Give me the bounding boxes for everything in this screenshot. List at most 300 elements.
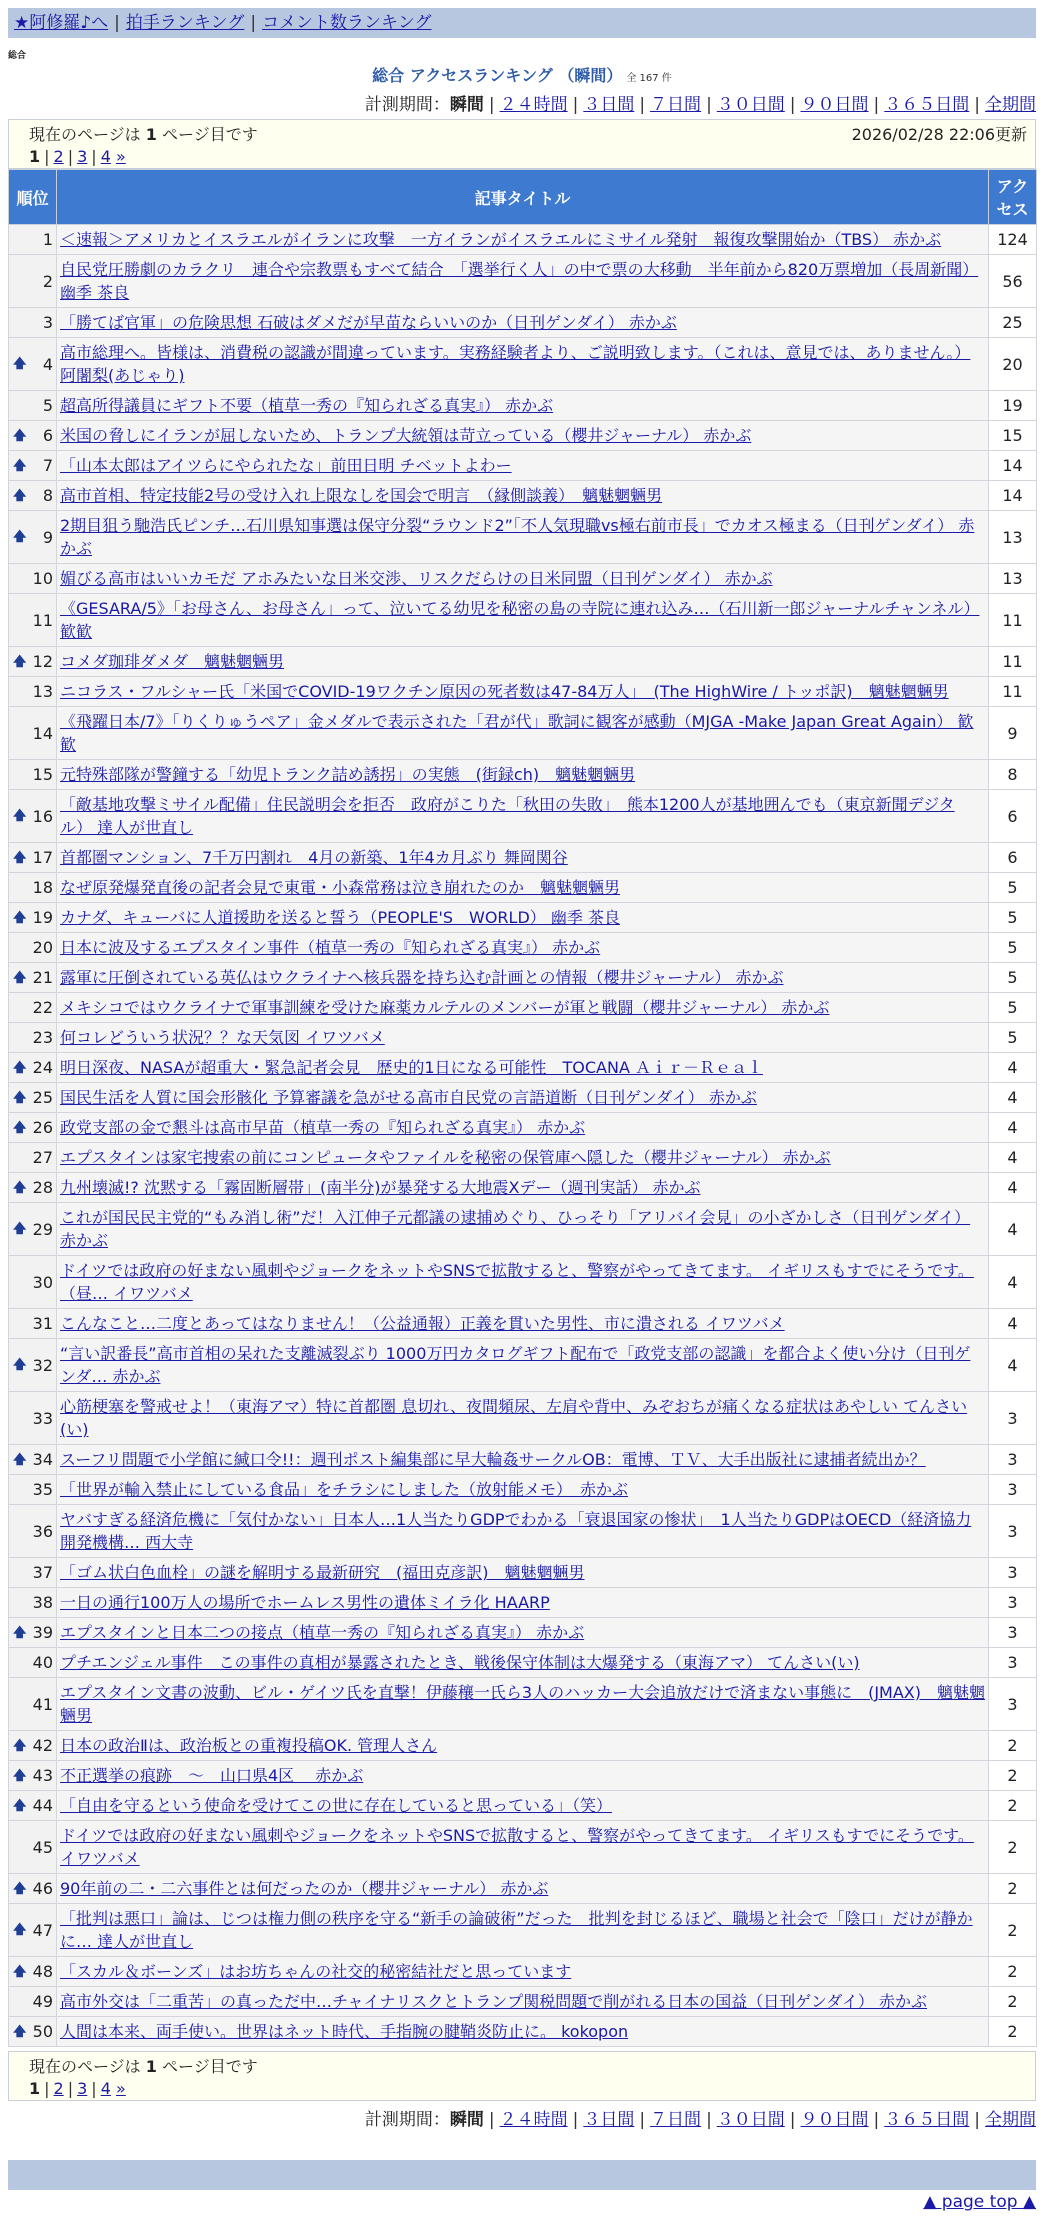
pager-page-link[interactable]: 3 (77, 2079, 88, 2098)
access-count: 9 (989, 707, 1037, 760)
rank-cell (9, 421, 57, 451)
table-row (9, 903, 1037, 933)
category-label: 総合 (8, 51, 27, 61)
rank-number: 48 (32, 1962, 53, 1981)
period-link[interactable]: ７日間 (650, 95, 702, 115)
title-cell (57, 1256, 989, 1309)
table-row (9, 255, 1037, 308)
article-link[interactable]: 元特殊部隊が警鐘する「幼児トランク詰め誘拐」の実態 (街録ch) 魑魅魍魎男 (60, 765, 636, 784)
rank-number: 11 (32, 610, 53, 630)
access-count: 4 (989, 1203, 1037, 1256)
article-link[interactable]: ドイツでは政府の好まない風刺やジョークをネットやSNSで拡散すると、警察がやってきてます。 イギリスもすでにそうです。 イワツバメ (60, 1826, 974, 1868)
article-link[interactable]: ＜速報＞アメリカとイスラエルがイランに攻撃 一方イランがイスラエルにミサイル発射 報復攻撃開始か（TBS） 赤かぶ (60, 230, 942, 249)
title-cell (57, 2017, 989, 2047)
table-row (9, 1023, 1037, 1053)
total-count: 全 167 件 (626, 73, 672, 84)
title-cell (57, 1987, 989, 2017)
access-count: 3 (989, 1558, 1037, 1588)
access-count: 2 (989, 1761, 1037, 1791)
rank-cell (9, 2017, 57, 2047)
title-cell (57, 564, 989, 594)
article-link[interactable]: メキシコではウクライナで軍事訓練を受けた麻薬カルテルのメンバーが軍と戦闘（櫻井ジャーナル） 赤かぶ (60, 998, 830, 1017)
title-cell (57, 993, 989, 1023)
table-row (9, 2017, 1037, 2047)
rank-number: 29 (32, 1219, 53, 1239)
title-cell (57, 255, 989, 308)
separator: | (91, 2079, 97, 2098)
access-count: 4 (989, 1256, 1037, 1309)
table-row (9, 963, 1037, 993)
title-cell (57, 1957, 989, 1987)
period-link[interactable]: ９０日間 (800, 2110, 869, 2130)
access-count: 3 (989, 1678, 1037, 1731)
access-count: 5 (989, 903, 1037, 933)
article-link[interactable]: 首都圏マンション、7千万円割れ 4月の新築、1年4カ月ぶり 舞岡関谷 (60, 848, 568, 867)
pager-bottom (17, 2079, 1027, 2098)
up-arrow-icon: 🡅 (13, 1798, 27, 1813)
rank-cell (9, 790, 57, 843)
period-link[interactable]: 全期間 (985, 2110, 1036, 2130)
table-row (9, 760, 1037, 790)
title-cell (57, 451, 989, 481)
rank-number: 26 (32, 1118, 53, 1137)
title-cell (57, 707, 989, 760)
rank-cell (9, 963, 57, 993)
article-link[interactable]: 「山本太郎はアイツらにやられたな」前田日明 チベットよわー (60, 456, 512, 475)
rank-cell (9, 1648, 57, 1678)
title-cell (57, 1173, 989, 1203)
table-row (9, 1083, 1037, 1113)
rank-number: 43 (32, 1766, 53, 1785)
title-cell (57, 1648, 989, 1678)
article-link[interactable]: 日本の政治Ⅱは、政治板との重複投稿OK. 管理人さん (60, 1736, 438, 1755)
page-top-link[interactable]: ▲ page top ▲ (923, 2192, 1036, 2212)
access-count: 11 (989, 594, 1037, 647)
article-link[interactable]: 国民生活を人質に国会形骸化 予算審議を急がせる高市自民党の言語道断（日刊ゲンダイ） 赤かぶ (60, 1088, 757, 1107)
article-link[interactable]: 政党支部の金で懇斗は高市早苗（植草一秀の『知られざる真実』） 赤かぶ (60, 1118, 586, 1137)
article-link[interactable]: 露軍に圧倒されている英仏はウクライナへ核兵器を持ち込む計画との情報（櫻井ジャーナル） 赤かぶ (60, 968, 784, 987)
rank-cell (9, 594, 57, 647)
table-row (9, 1203, 1037, 1256)
rank-number: 1 (42, 230, 53, 249)
rank-number: 42 (32, 1736, 53, 1755)
rank-number: 2 (42, 271, 53, 291)
rank-cell (9, 1339, 57, 1392)
access-count: 56 (989, 255, 1037, 308)
access-count: 14 (989, 481, 1037, 511)
article-link[interactable]: “言い訳番長”高市首相の呆れた支離滅裂ぶり 1000万円カタログギフト配布で「政党支部の認識」を都合よく使い分け（日刊ゲンダ… 赤かぶ (60, 1344, 971, 1386)
rank-cell (9, 451, 57, 481)
rank-cell (9, 1904, 57, 1957)
up-arrow-icon: 🡅 (13, 1120, 27, 1135)
pager-next-link[interactable]: » (115, 2079, 126, 2098)
rank-number: 27 (32, 1148, 53, 1167)
access-count: 124 (989, 225, 1037, 255)
rank-number: 13 (32, 682, 53, 701)
article-link[interactable]: ニコラス・フルシャー氏「米国でCOVID-19ワクチン原因の死者数は47-84万人」 (The HighWire / トッポ訳) 魑魅魍魎男 (60, 682, 949, 701)
access-count: 3 (989, 1445, 1037, 1475)
table-row (9, 391, 1037, 421)
rank-number: 35 (32, 1480, 53, 1499)
up-arrow-icon: 🡅 (13, 428, 27, 443)
table-row (9, 1309, 1037, 1339)
separator: | (873, 95, 880, 115)
article-link[interactable]: 明日深夜、NASAが超重大・緊急記者会見 歴史的1日になる可能性 TOCANA Ａｉｒ－Ｒｅａｌ (60, 1058, 763, 1077)
rank-cell (9, 564, 57, 594)
article-link[interactable]: 「勝てば官軍」の危険思想 石破はダメだが早苗ならいいのか（日刊ゲンダイ） 赤かぶ (60, 313, 677, 332)
table-row (9, 225, 1037, 255)
up-arrow-icon: 🡅 (13, 1625, 27, 1640)
rank-cell (9, 1987, 57, 2017)
rank-number: 19 (32, 908, 53, 927)
rank-number: 36 (32, 1521, 53, 1541)
top-nav (8, 8, 1036, 38)
title-cell (57, 1731, 989, 1761)
table-row (9, 1053, 1037, 1083)
nav-comment-ranking-link[interactable]: コメント数ランキング (262, 13, 432, 33)
rank-cell (9, 1618, 57, 1648)
article-link[interactable]: 不正選挙の痕跡 ～ 山口県4区 赤かぶ (60, 1766, 364, 1785)
rank-number: 28 (32, 1178, 53, 1197)
access-count: 13 (989, 564, 1037, 594)
table-row (9, 308, 1037, 338)
page-top (8, 2192, 1036, 2212)
article-link[interactable]: 「敵基地攻撃ミサイル配備」住民説明会を拒否 政府がこりた「秋田の失敗」 熊本1200人が基地囲んでも（東京新聞デジタル） 達人が世直し (60, 795, 955, 837)
access-count: 15 (989, 421, 1037, 451)
title-cell (57, 1309, 989, 1339)
access-count: 2 (989, 1987, 1037, 2017)
rank-number: 22 (32, 998, 53, 1017)
table-row (9, 1678, 1037, 1731)
separator: | (789, 2110, 796, 2130)
rank-number: 39 (32, 1623, 53, 1642)
rank-number: 40 (32, 1653, 53, 1672)
page-info-text: 現在のページは 1 ページ目です (29, 2057, 258, 2076)
title-cell (57, 1143, 989, 1173)
rank-number: 14 (32, 723, 53, 743)
rank-cell (9, 707, 57, 760)
article-link[interactable]: 心筋梗塞を警戒せよ！（東海アマ）特に首都圏 息切れ、夜間頻尿、左肩や背中、みぞおちが痛くなる症状はあやしい てんさい(い) (60, 1397, 968, 1439)
rank-cell (9, 993, 57, 1023)
table-row (9, 647, 1037, 677)
period-link[interactable]: ３６５日間 (884, 95, 970, 115)
access-count: 2 (989, 1957, 1037, 1987)
access-count: 11 (989, 677, 1037, 707)
article-link[interactable]: 「批判は悪口」論は、じつは権力側の秩序を守る“新手の論破術”だった 批判を封じるほど、職場と社会で「陰口」だけが静かに… 達人が世直し (60, 1909, 973, 1951)
rank-cell (9, 677, 57, 707)
article-link[interactable]: スーフリ問題で小学館に緘口令!!：週刊ポスト編集部に早大輪姦サークルOB：電博、ＴＶ、大手出版社に逮捕者続出か？ (60, 1450, 926, 1469)
period-label: 計測期間： (364, 95, 450, 115)
article-link[interactable]: エプスタインと日本二つの接点（植草一秀の『知られざる真実』） 赤かぶ (60, 1623, 585, 1642)
rank-cell (9, 1023, 57, 1053)
table-row (9, 1821, 1037, 1874)
title-cell (57, 843, 989, 873)
title-cell (57, 421, 989, 451)
separator: | (572, 95, 579, 115)
access-count: 25 (989, 308, 1037, 338)
article-link[interactable]: これが国民民主党的“もみ消し術”だ！入江伸子元都議の逮捕めぐり、ひっそり「アリバイ会見」の小ざかしさ（日刊ゲンダイ） 赤かぶ (60, 1208, 971, 1250)
title-cell (57, 1339, 989, 1392)
rank-number: 45 (32, 1837, 53, 1857)
access-count: 2 (989, 1731, 1037, 1761)
article-link[interactable]: ヤバすぎる経済危機に「気付かない」日本人…1人当たりGDPでわかる「衰退国家の惨状」 1人当たりGDPはOECD（経済協力開発機構… 西大寺 (60, 1510, 972, 1552)
pager-page-link[interactable]: 2 (53, 147, 64, 166)
separator: | (488, 95, 495, 115)
separator: | (789, 95, 796, 115)
article-link[interactable]: 自民党圧勝劇のカラクリ 連合や宗教票もすべて結合 「選挙行く人」の中で票の大移動 半年前から820万票増加（長周新聞） 幽季 茶良 (60, 260, 979, 302)
table-row (9, 564, 1037, 594)
article-link[interactable]: なぜ原発爆発直後の記者会見で東電・小森常務は泣き崩れたのか 魑魅魍魎男 (60, 878, 621, 897)
article-link[interactable]: ドイツでは政府の好まない風刺やジョークをネットやSNSで拡散すると、警察がやってきてます。 イギリスもすでにそうです。（昼… イワツバメ (60, 1261, 974, 1303)
up-arrow-icon: 🡅 (13, 1357, 27, 1373)
article-link[interactable]: 《GESARA/5》「お母さん、お母さん」って、泣いてる幼児を秘密の島の寺院に連れ込み…（石川新一郎ジャーナルチャンネル） 歓歓 (60, 599, 980, 641)
title-cell (57, 903, 989, 933)
rank-number: 6 (42, 426, 53, 445)
separator: | (67, 147, 74, 166)
rank-number: 16 (32, 806, 53, 826)
table-row (9, 1558, 1037, 1588)
title-cell (57, 963, 989, 993)
table-row (9, 1874, 1037, 1904)
title-cell (57, 760, 989, 790)
up-arrow-icon: 🡅 (13, 1090, 27, 1105)
rank-number: 3 (42, 313, 53, 332)
rank-number: 34 (32, 1450, 53, 1469)
rank-number: 37 (32, 1563, 53, 1582)
rank-cell (9, 1203, 57, 1256)
table-row (9, 1143, 1037, 1173)
access-count: 2 (989, 1874, 1037, 1904)
title-cell (57, 790, 989, 843)
article-link[interactable]: 「スカル＆ボーンズ」はお坊ちゃんの社交的秘密結社だと思っています (60, 1962, 572, 1981)
up-arrow-icon: 🡅 (13, 1768, 27, 1783)
rank-cell (9, 873, 57, 903)
title-cell (57, 1618, 989, 1648)
pager-top (17, 147, 1027, 166)
period-current: 瞬間 (449, 2110, 484, 2130)
nav-applause-ranking-link[interactable]: 拍手ランキング (125, 13, 245, 33)
table-row (9, 1987, 1037, 2017)
article-link[interactable]: 何コレどういう状況？？な天気図 イワツバメ (60, 1028, 385, 1047)
pager-page-link[interactable]: 3 (77, 147, 88, 166)
rank-cell (9, 1678, 57, 1731)
rank-number: 23 (32, 1028, 53, 1047)
article-link[interactable]: 人間は本来、両手使い。世界はネット時代、手指腕の腱鞘炎防止に。 kokopon (60, 2022, 629, 2041)
up-arrow-icon: 🡅 (13, 654, 27, 669)
rank-cell (9, 903, 57, 933)
up-arrow-icon: 🡅 (13, 970, 27, 985)
access-count: 4 (989, 1113, 1037, 1143)
access-count: 4 (989, 1143, 1037, 1173)
ranking-table-body (9, 225, 1037, 2047)
rank-cell (9, 1957, 57, 1987)
separator: | (974, 95, 980, 115)
separator: | (706, 2110, 712, 2130)
rank-number: 41 (32, 1694, 53, 1714)
rank-cell (9, 511, 57, 564)
period-link[interactable]: ３日間 (583, 95, 635, 115)
table-row (9, 1791, 1037, 1821)
access-count: 13 (989, 511, 1037, 564)
separator: | (873, 2110, 880, 2130)
separator: | (44, 2079, 50, 2098)
up-arrow-icon: 🡅 (13, 356, 27, 372)
separator: | (639, 95, 646, 115)
table-row (9, 481, 1037, 511)
title-cell (57, 391, 989, 421)
table-row (9, 933, 1037, 963)
title-cell (57, 225, 989, 255)
period-link[interactable]: ２４時間 (499, 2110, 568, 2130)
table-row (9, 421, 1037, 451)
access-count: 2 (989, 1791, 1037, 1821)
period-link[interactable]: ３日間 (583, 2110, 635, 2130)
period-link[interactable]: ２４時間 (499, 95, 568, 115)
article-link[interactable]: 「ゴム状白色血栓」の謎を解明する最新研究 (福田克彦訳) 魑魅魍魎男 (60, 1563, 585, 1582)
table-row (9, 873, 1037, 903)
rank-number: 50 (32, 2022, 53, 2041)
article-link[interactable]: 高市首相、特定技能2号の受け入れ上限なしを国会で明言 （縁側談義） 魑魅魍魎男 (60, 486, 663, 505)
article-link[interactable]: 米国の脅しにイランが屈しないため、トランプ大統領は苛立っている（櫻井ジャーナル） 赤かぶ (60, 426, 752, 445)
rank-number: 24 (32, 1058, 53, 1077)
article-link[interactable]: 「自由を守るという使命を受けてこの世に存在していると思っている」（笑） (60, 1796, 613, 1815)
access-count: 5 (989, 993, 1037, 1023)
access-count: 3 (989, 1475, 1037, 1505)
period-link[interactable]: ３０日間 (716, 95, 785, 115)
separator: | (67, 2079, 74, 2098)
title-cell (57, 481, 989, 511)
title-cell (57, 1053, 989, 1083)
pager-page-link[interactable]: 4 (100, 2079, 111, 2098)
title-cell (57, 1761, 989, 1791)
article-link[interactable]: 《飛躍日本/7》「りくりゅうペア」金メダルで表示された「君が代」歌詞に観客が感動（MJGA -Make Japan Great Again） 歓歓 (60, 712, 974, 754)
access-count: 3 (989, 1588, 1037, 1618)
up-arrow-icon: 🡅 (13, 488, 27, 503)
table-row (9, 1648, 1037, 1678)
period-link[interactable]: ７日間 (650, 2110, 702, 2130)
article-link[interactable]: コメダ珈琲ダメダ 魑魅魍魎男 (60, 652, 285, 671)
up-arrow-icon: 🡅 (13, 1452, 27, 1467)
title-cell (57, 1791, 989, 1821)
rank-cell (9, 1475, 57, 1505)
article-link[interactable]: 一日の通行100万人の場所でホームレス男性の遺体ミイラ化 HAARP (60, 1593, 550, 1612)
article-link[interactable]: こんなこと…二度とあってはなりません！（公益通報）正義を貫いた男性、市に潰される イワツバメ (60, 1314, 785, 1333)
article-link[interactable]: 90年前の二・二六事件とは何だったのか（櫻井ジャーナル） 赤かぶ (60, 1879, 549, 1898)
rank-number: 32 (32, 1355, 53, 1375)
title-cell (57, 1904, 989, 1957)
access-count: 4 (989, 1173, 1037, 1203)
period-link[interactable]: ３６５日間 (884, 2110, 970, 2130)
rank-cell (9, 338, 57, 391)
page-title (0, 63, 1044, 86)
rank-cell (9, 1053, 57, 1083)
nav-home-link[interactable]: ★阿修羅♪へ (14, 13, 109, 33)
table-row (9, 511, 1037, 564)
page-info-box-top (8, 119, 1036, 169)
access-count: 20 (989, 338, 1037, 391)
period-link[interactable]: ３０日間 (716, 2110, 785, 2130)
period-current: 瞬間 (449, 95, 484, 115)
article-link[interactable]: 高市総理へ。皆様は、消費税の認識が間違っています。実務経験者より、ご説明致します。（これは、意見では、ありません。） 阿闍梨(あじゃり) (60, 343, 971, 385)
rank-number: 49 (32, 1992, 53, 2011)
title-cell (57, 1392, 989, 1445)
access-count: 14 (989, 451, 1037, 481)
table-row (9, 1904, 1037, 1957)
table-row (9, 1588, 1037, 1618)
page-info-box-bottom (8, 2051, 1036, 2101)
rank-number: 9 (42, 527, 53, 547)
title-cell (57, 1083, 989, 1113)
title-cell (57, 1505, 989, 1558)
access-count: 6 (989, 790, 1037, 843)
rank-cell (9, 1505, 57, 1558)
period-link[interactable]: 全期間 (985, 95, 1036, 115)
table-row (9, 843, 1037, 873)
rank-cell (9, 1143, 57, 1173)
access-count: 5 (989, 933, 1037, 963)
table-row (9, 451, 1037, 481)
rank-cell (9, 1791, 57, 1821)
access-count: 6 (989, 843, 1037, 873)
up-arrow-icon: 🡅 (13, 529, 27, 545)
up-arrow-icon: 🡅 (13, 1060, 27, 1075)
period-link[interactable]: ９０日間 (800, 95, 869, 115)
rank-number: 17 (32, 848, 53, 867)
rank-number: 5 (42, 396, 53, 415)
table-row (9, 1505, 1037, 1558)
article-link[interactable]: カナダ、キューバに人道援助を送ると誓う（PEOPLE'S WORLD） 幽季 茶良 (60, 908, 620, 927)
table-row (9, 1731, 1037, 1761)
rank-cell (9, 391, 57, 421)
rank-number: 25 (32, 1088, 53, 1107)
article-link[interactable]: 媚びる高市はいいカモだ アホみたいな日米交渉、リスクだらけの日米同盟（日刊ゲンダイ） 赤かぶ (60, 569, 773, 588)
pager-page-link[interactable]: 4 (100, 147, 111, 166)
pager-current: 1 (29, 147, 41, 166)
article-link[interactable]: 2期目狙う馳浩氏ピンチ…石川県知事選は保守分裂“ラウンド2”「不人気現職vs極右前市長」でカオス極まる（日刊ゲンダイ） 赤かぶ (60, 516, 975, 558)
rank-number: 8 (42, 486, 53, 505)
title-cell (57, 933, 989, 963)
table-row (9, 1339, 1037, 1392)
rank-cell (9, 1761, 57, 1791)
table-row (9, 338, 1037, 391)
page-info-text: 現在のページは 1 ページ目です (29, 125, 258, 144)
pager-page-link[interactable]: 2 (53, 2079, 64, 2098)
title-cell (57, 677, 989, 707)
article-link[interactable]: 超高所得議員にギフト不要（植草一秀の『知られざる真実』） 赤かぶ (60, 396, 554, 415)
article-link[interactable]: 日本に波及するエプスタイン事件（植草一秀の『知られざる真実』） 赤かぶ (60, 938, 601, 957)
pager-next-link[interactable]: » (115, 147, 126, 166)
table-row (9, 1256, 1037, 1309)
article-link[interactable]: エプスタインは家宅捜索の前にコンピュータやファイルを秘密の保管庫へ隠した（櫻井ジャーナル） 赤かぶ (60, 1148, 831, 1167)
access-count: 11 (989, 647, 1037, 677)
rank-cell (9, 255, 57, 308)
table-row (9, 1445, 1037, 1475)
rank-cell (9, 1821, 57, 1874)
title-cell (57, 1023, 989, 1053)
article-link[interactable]: 高市外交は「二重苦」の真っただ中…チャイナリスクとトランプ関税問題で削がれる日本の国益（日刊ゲンダイ） 赤かぶ (60, 1992, 928, 2011)
up-arrow-icon: 🡅 (13, 1881, 27, 1896)
rank-cell (9, 1392, 57, 1445)
up-arrow-icon: 🡅 (13, 850, 27, 865)
access-count: 4 (989, 1083, 1037, 1113)
article-link[interactable]: エプスタイン文書の波動、ビル・ゲイツ氏を直撃！伊藤穰一氏ら3人のハッカー大会追放だけで済まない事態に (JMAX) 魑魅魍魎男 (60, 1683, 986, 1725)
article-link[interactable]: 「世界が輸入禁止にしている食品」をチラシにしました（放射能メモ） 赤かぶ (60, 1480, 629, 1499)
header-rank: 順位 (9, 170, 57, 225)
up-arrow-icon: 🡅 (13, 1964, 27, 1979)
table-row (9, 1957, 1037, 1987)
article-link[interactable]: 九州壊滅!? 沈黙する「霧固断層帯」(南半分)が暴発する大地震Xデー（週刊実話） 赤かぶ (60, 1178, 701, 1197)
article-link[interactable]: プチエンジェル事件 この事件の真相が暴露されたとき、戦後保守体制は大爆発する（東海アマ） てんさい(い) (60, 1653, 860, 1672)
